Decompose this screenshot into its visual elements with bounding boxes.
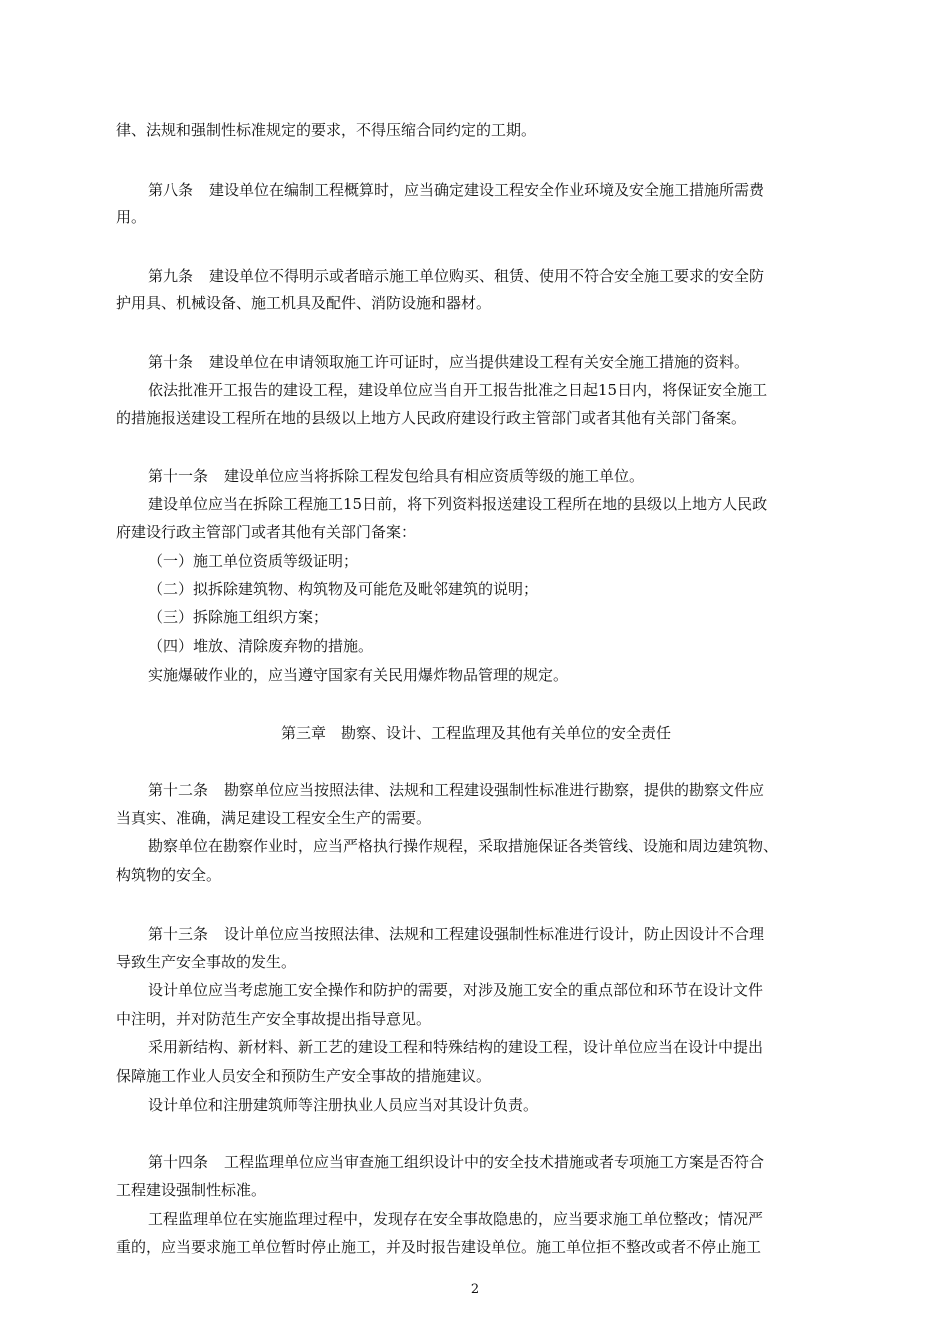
list-item: （四）堆放、清除废弃物的措施。: [148, 637, 374, 655]
body-line: 工程监理单位在实施监理过程中，发现存在安全事故隐患的，应当要求施工单位整改；情况严: [148, 1210, 764, 1228]
article-text: 勘察单位应当按照法律、法规和工程建设强制性标准进行勘察，提供的勘察文件应: [224, 781, 765, 799]
article-label: 第十四条: [148, 1153, 209, 1171]
body-line: 重的，应当要求施工单位暂时停止施工，并及时报告建设单位。施工单位拒不整改或者不停止施工: [116, 1238, 762, 1256]
article-14: [148, 1152, 838, 1172]
article-text: 建设单位不得明示或者暗示施工单位购买、租赁、使用不符合安全施工要求的安全防: [209, 267, 765, 285]
article-label: 第十三条: [148, 925, 209, 943]
page-number: 2: [470, 1282, 480, 1297]
article-label: 第十条: [148, 353, 194, 371]
body-line: 保障施工作业人员安全和预防生产安全事故的措施建议。: [116, 1067, 492, 1085]
body-line: 中注明，并对防范生产安全事故提出指导意见。: [116, 1010, 432, 1028]
article-10: [148, 352, 838, 372]
chapter-heading: 第三章 勘察、设计、工程监理及其他有关单位的安全责任: [280, 724, 671, 742]
article-label: 第十二条: [148, 781, 209, 799]
list-item: （二）拟拆除建筑物、构筑物及可能危及毗邻建筑的说明；: [148, 580, 539, 598]
body-line: 实施爆破作业的，应当遵守国家有关民用爆炸物品管理的规定。: [148, 666, 569, 684]
body-line: 的措施报送建设工程所在地的县级以上地方人民政府建设行政主管部门或者其他有关部门备案。: [116, 409, 747, 427]
body-line: 采用新结构、新材料、新工艺的建设工程和特殊结构的建设工程，设计单位应当在设计中提出: [148, 1038, 764, 1056]
article-text: 建设单位在申请领取施工许可证时，应当提供建设工程有关安全施工措施的资料。: [209, 353, 750, 371]
body-line: 设计单位和注册建筑师等注册执业人员应当对其设计负责。: [148, 1096, 539, 1114]
body-line: 律、法规和强制性标准规定的要求，不得压缩合同约定的工期。: [116, 121, 537, 139]
body-line: 护用具、机械设备、施工机具及配件、消防设施和器材。: [116, 294, 492, 312]
article-text: 建设单位在编制工程概算时，应当确定建设工程安全作业环境及安全施工措施所需费: [209, 181, 765, 199]
list-item: （一）施工单位资质等级证明；: [148, 552, 359, 570]
article-text: 设计单位应当按照法律、法规和工程建设强制性标准进行设计，防止因设计不合理: [224, 925, 765, 943]
article-8: [148, 180, 838, 200]
list-item: （三）拆除施工组织方案；: [148, 608, 329, 626]
body-line: 依法批准开工报告的建设工程，建设单位应当自开工报告批准之日起15日内，将保证安全施工: [148, 381, 768, 399]
article-text: 建设单位应当将拆除工程发包给具有相应资质等级的施工单位。: [224, 467, 645, 485]
body-line: 设计单位应当考虑施工安全操作和防护的需要，对涉及施工安全的重点部位和环节在设计文件: [148, 981, 764, 999]
article-label: 第九条: [148, 267, 194, 285]
body-line: 构筑物的安全。: [116, 866, 222, 884]
article-12: [148, 780, 838, 800]
body-line: 用。: [116, 208, 147, 226]
body-line: 勘察单位在勘察作业时，应当严格执行操作规程，采取措施保证各类管线、设施和周边建筑物、: [148, 837, 779, 855]
body-line: 府建设行政主管部门或者其他有关部门备案：: [116, 523, 417, 541]
article-label: 第八条: [148, 181, 194, 199]
article-text: 工程监理单位应当审查施工组织设计中的安全技术措施或者专项施工方案是否符合: [224, 1153, 765, 1171]
article-9: [148, 266, 838, 286]
body-line: 当真实、准确，满足建设工程安全生产的需要。: [116, 809, 432, 827]
article-11: [148, 466, 838, 486]
body-line: 导致生产安全事故的发生。: [116, 953, 297, 971]
body-line: 建设单位应当在拆除工程施工15日前，将下列资料报送建设工程所在地的县级以上地方人民政: [148, 495, 768, 513]
article-13: [148, 924, 838, 944]
body-line: 工程建设强制性标准。: [116, 1181, 267, 1199]
article-label: 第十一条: [148, 467, 209, 485]
